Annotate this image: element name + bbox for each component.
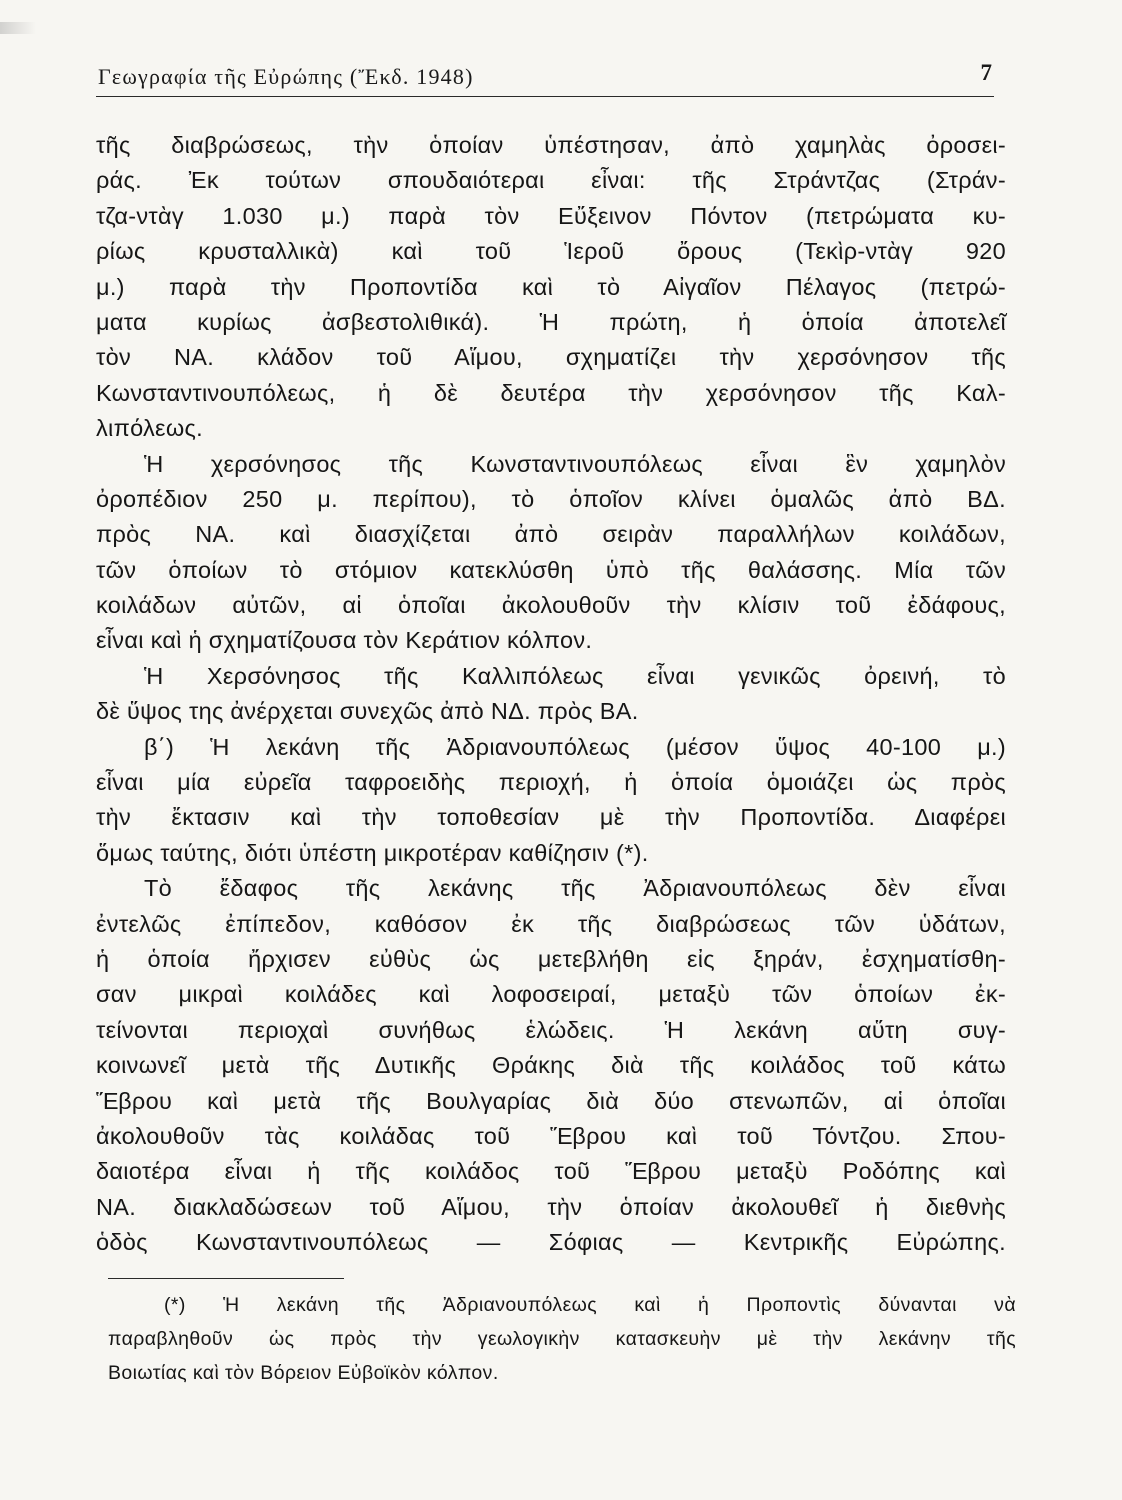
text-line: ρίως κρυσταλλικὰ) καὶ τοῦ Ἱεροῦ ὄρους (Τεκὶρ-ντὰγ 920 [96,238,1006,265]
body-text [96,128,1006,1261]
text-line: δὲ ὕψος της ἀνέρχεται συνεχῶς ἀπὸ ΝΔ. πρὸς ΒΑ. [96,698,639,725]
text-line: ὀροπέδιον 250 μ. περίπου), τὸ ὁποῖον κλίνει ὁμαλῶς ἀπὸ ΒΔ. [96,485,1006,512]
page-number: 7 [980,60,992,85]
text-line: ἡ ὁποία ἤρχισεν εὐθὺς ὡς μετεβλήθη εἰς ξηράν, ἐσχηματίσθη- [96,945,1006,972]
text-line: ὅμως ταύτης, διότι ὑπέστη μικροτέραν καθίζησιν (*). [96,839,649,866]
text-line: τὴν ἔκτασιν καὶ τὴν τοποθεσίαν μὲ τὴν Προποντίδα. Διαφέρει [96,804,1006,831]
footnote-divider [108,1278,344,1279]
running-title: Γεωγραφία τῆς Εὐρώπης (Ἔκδ. 1948) [98,64,474,89]
text-line: ὁδὸς Κωνσταντινουπόλεως — Σόφιας — Κεντρικῆς Εὐρώπης. [96,1229,1006,1256]
text-line: τζα-ντὰγ 1.030 μ.) παρὰ τὸν Εὔξεινον Πόντον (πετρώματα κυ- [96,202,1006,229]
text-line: σαν μικραὶ κοιλάδες καὶ λοφοσειραί, μεταξὺ τῶν ὁποίων ἐκ- [96,981,1006,1008]
text-line: ματα κυρίως ἀσβεστολιθικά). Ἡ πρώτη, ἡ ὁποία ἀποτελεῖ [96,308,1006,335]
text-line: μ.) παρὰ τὴν Προποντίδα καὶ τὸ Αἰγαῖον Πέλαγος (πετρώ- [96,273,1006,300]
text-line: ράς. Ἐκ τούτων σπουδαιότεραι εἶναι: τῆς Στράντζας (Στράν- [96,167,1006,194]
text-line: δαιοτέρα εἶναι ἡ τῆς κοιλάδος τοῦ Ἕβρου μεταξὺ Ροδόπης καὶ [96,1158,1006,1185]
footnote-line: (*) Ἡ λεκάνη τῆς Ἀδριανουπόλεως καὶ ἡ Προποντὶς δύνανται νὰ [164,1294,1016,1316]
text-line: ἀκολουθοῦν τὰς κοιλάδας τοῦ Ἕβρου καὶ τοῦ Τόντζου. Σπου- [96,1122,1006,1149]
text-line: κοιλάδων αὐτῶν, αἱ ὁποῖαι ἀκολουθοῦν τὴν κλίσιν τοῦ ἐδάφους, [96,592,1006,619]
text-line: τὸν ΝΑ. κλάδον τοῦ Αἵμου, σχηματίζει τὴν χερσόνησον τῆς [96,344,1006,371]
text-line: εἶναι μία εὐρεῖα ταφροειδὴς περιοχή, ἡ ὁποία ὁμοιάζει ὡς πρὸς [96,769,1006,796]
footnote-line: Βοιωτίας καὶ τὸν Βόρειον Εὐβοϊκὸν κόλπον. [108,1362,499,1384]
text-line: τείνονται περιοχαὶ συνήθως ἑλώδεις. Ἡ λεκάνη αὕτη συγ- [96,1016,1006,1043]
running-header [96,60,994,97]
text-line: ἐντελῶς ἐπίπεδον, καθόσον ἐκ τῆς διαβρώσεως τῶν ὑδάτων, [96,910,1006,937]
paragraph-start: Ἡ Χερσόνησος τῆς Καλλιπόλεως εἶναι γενικῶς ὀρεινή, τὸ [144,662,1006,689]
text-line: τῆς διαβρώσεως, τὴν ὁποίαν ὑπέστησαν, ἀπὸ χαμηλὰς ὀροσει- [96,132,1006,158]
text-line: λιπόλεως. [96,415,203,442]
paragraph-start: Τὸ ἔδαφος τῆς λεκάνης τῆς Ἀδριανουπόλεως δὲν εἶναι [144,875,1006,902]
footnote [108,1288,1016,1390]
text-line: τῶν ὁποίων τὸ στόμιον κατεκλύσθη ὑπὸ τῆς θαλάσσης. Μία τῶν [96,556,1006,583]
text-line: πρὸς ΝΑ. καὶ διασχίζεται ἀπὸ σειρὰν παραλλήλων κοιλάδων, [96,521,1006,548]
text-line: Κωνσταντινουπόλεως, ἡ δὲ δευτέρα τὴν χερσόνησον τῆς Καλ- [96,379,1006,406]
text-line: κοινωνεῖ μετὰ τῆς Δυτικῆς Θράκης διὰ τῆς κοιλάδος τοῦ κάτω [96,1052,1006,1079]
paragraph-start: Ἡ χερσόνησος τῆς Κωνσταντινουπόλεως εἶναι ἓν χαμηλὸν [144,450,1006,477]
text-line: εἶναι καὶ ἡ σχηματίζουσα τὸν Κεράτιον κόλπον. [96,627,593,654]
footnote-line: παραβληθοῦν ὡς πρὸς τὴν γεωλογικὴν κατασκευὴν μὲ τὴν λεκάνην τῆς [108,1328,1016,1350]
scan-mark [0,22,36,34]
paragraph-start: β΄) Ἡ λεκάνη τῆς Ἀδριανουπόλεως (μέσον ὕψος 40-100 μ.) [144,733,1006,760]
text-line: ΝΑ. διακλαδώσεων τοῦ Αἵμου, τὴν ὁποίαν ἀκολουθεῖ ἡ διεθνὴς [96,1193,1006,1220]
text-line: Ἕβρου καὶ μετὰ τῆς Βουλγαρίας διὰ δύο στενωπῶν, αἱ ὁποῖαι [96,1087,1006,1114]
